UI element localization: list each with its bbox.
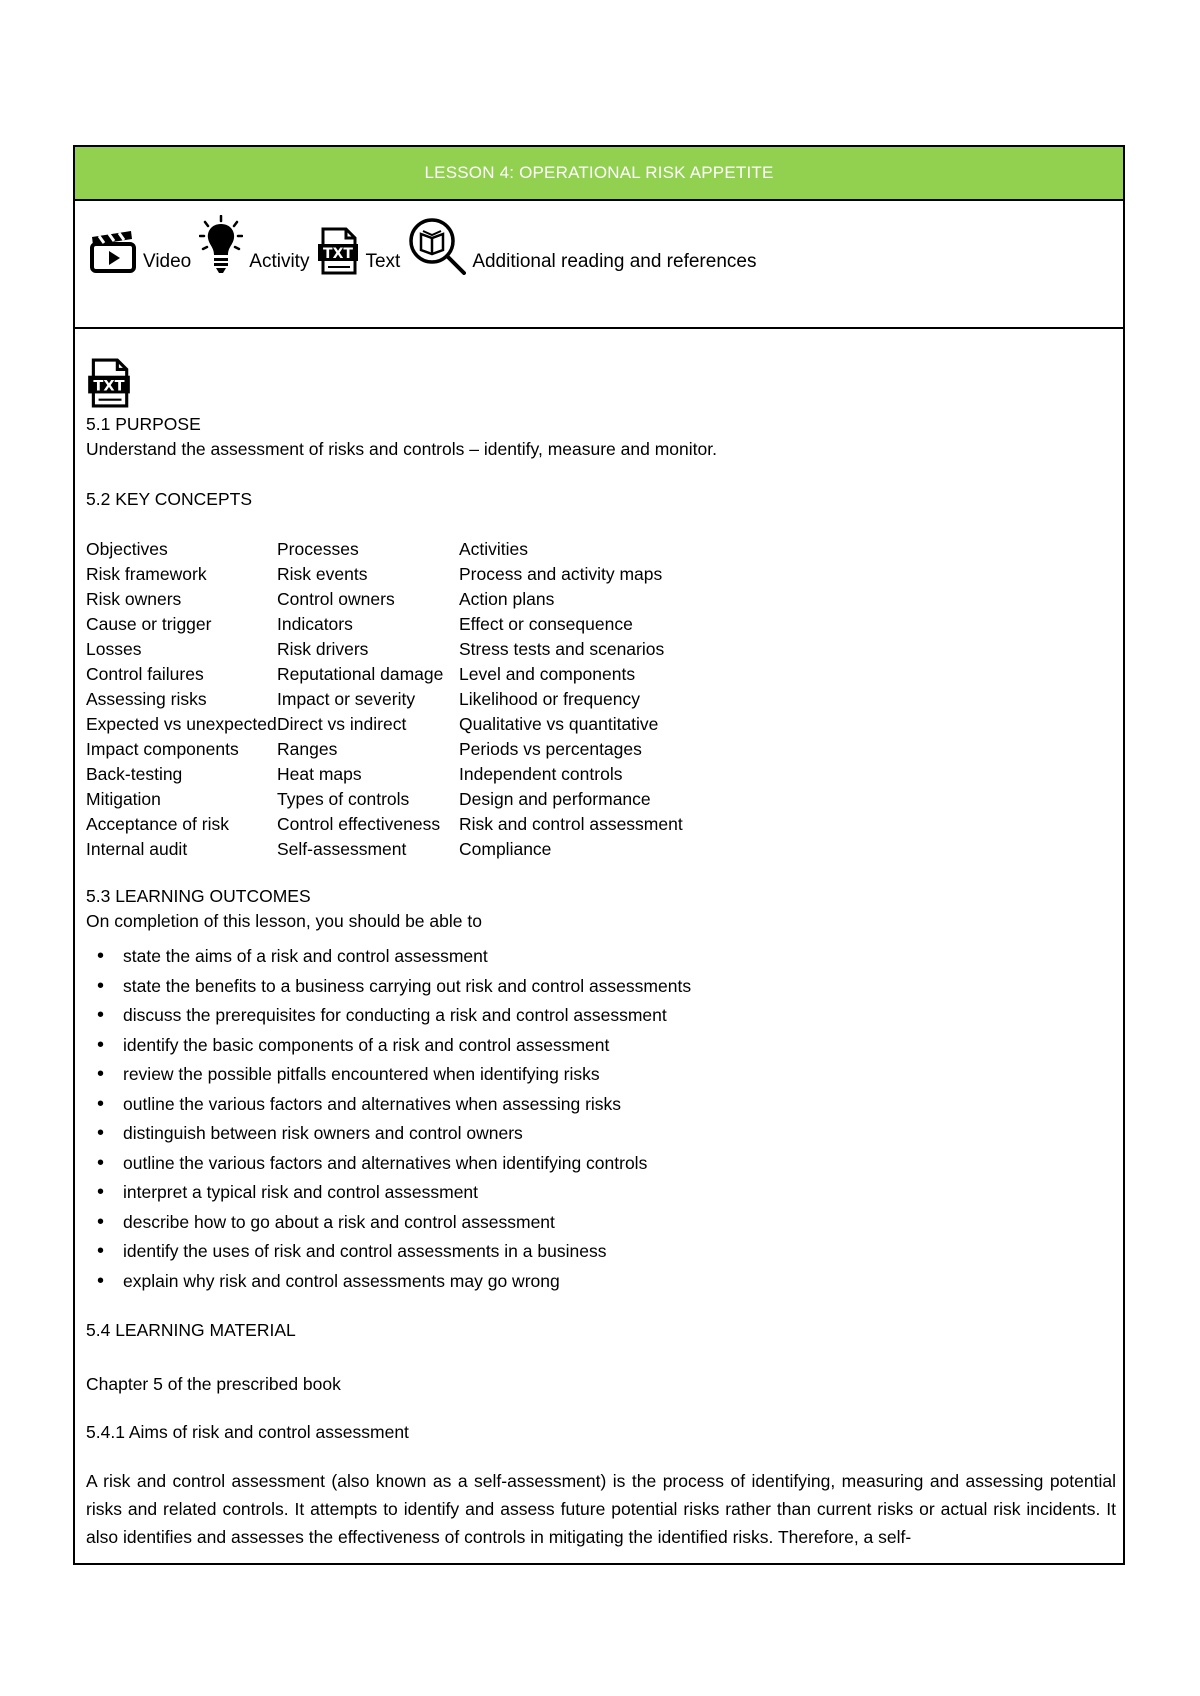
concept-item: Indicators [277,614,353,634]
concept-item: Action plans [459,589,555,609]
concept-item: Control effectiveness [277,814,441,834]
concept-item: Risk and control assessment [459,814,683,834]
concept-item: Losses [86,639,142,659]
txt-document-icon [86,358,132,408]
concept-item: Likelihood or frequency [459,689,640,709]
svg-text:TXT: TXT [93,377,125,395]
concept-item: Impact or severity [277,689,416,709]
lesson-title: LESSON 4: OPERATIONAL RISK APPETITE [424,163,774,182]
list-item: • state the aims of a risk and control assessment [123,942,1116,972]
list-item: • identify the basic components of a risk and control assessment [123,1031,1116,1061]
concept-item: Stress tests and scenarios [459,639,665,659]
concept-item: Compliance [459,839,552,859]
concept-item: Types of controls [277,789,410,809]
concept-item: Qualitative vs quantitative [459,714,659,734]
list-item: • discuss the prerequisites for conducting a risk and control assessment [123,1001,1116,1031]
concept-item: Activities [459,539,529,559]
purpose-text: Understand the assessment of risks and controls – identify, measure and monitor. [86,439,717,459]
concept-item: Risk drivers [277,639,369,659]
concept-item: Process and activity maps [459,564,663,584]
concept-item: Control owners [277,589,395,609]
concept-item: Effect or consequence [459,614,633,634]
concept-item: Ranges [277,739,338,759]
concept-item: Risk events [277,564,368,584]
legend-text [317,227,400,275]
legend-activity [199,215,309,275]
concept-item: Risk framework [86,564,207,584]
video-clapperboard-icon [89,227,137,275]
lightbulb-icon [199,215,243,275]
icon-legend [75,201,1123,329]
list-item: • identify the uses of risk and control assessments in a business [123,1237,1116,1267]
legend-label: Text [365,251,401,272]
list-item: • state the benefits to a business carrying out risk and control assessments [123,972,1116,1002]
list-item: • outline the various factors and alternatives when identifying controls [123,1149,1116,1179]
list-item: • interpret a typical risk and control assessment [123,1178,1116,1208]
concept-item: Independent controls [459,764,623,784]
concept-item: Processes [277,539,359,559]
material-heading: 5.4 LEARNING MATERIAL [86,1320,296,1340]
legend-label: Additional reading and references [472,251,757,272]
concept-item: Expected vs unexpected [86,714,277,734]
concept-item: Mitigation [86,789,161,809]
concept-item: Level and components [459,664,636,684]
concept-item: Reputational damage [277,664,444,684]
concept-item: Risk owners [86,589,182,609]
list-item: • outline the various factors and alternatives when assessing risks [123,1090,1116,1120]
outcomes-intro: On completion of this lesson, you should be able to [86,911,482,931]
book-magnifier-icon [408,217,466,275]
legend-label: Activity [249,251,310,272]
concept-item: Direct vs indirect [277,714,407,734]
material-book: Chapter 5 of the prescribed book [86,1374,341,1394]
concept-item: Impact components [86,739,239,759]
concept-item: Objectives [86,539,168,559]
svg-text:TXT: TXT [323,246,354,262]
list-item: • explain why risk and control assessments may go wrong [123,1267,1116,1297]
concept-item: Assessing risks [86,689,207,709]
concept-item: Control failures [86,664,204,684]
list-item: • distinguish between risk owners and control owners [123,1119,1116,1149]
list-item: • describe how to go about a risk and control assessment [123,1208,1116,1238]
legend-video [89,227,191,275]
concept-item: Heat maps [277,764,362,784]
key-concepts-grid [86,537,1116,862]
concept-item: Back-testing [86,764,183,784]
outcomes-heading: 5.3 LEARNING OUTCOMES [86,886,311,906]
concept-item: Acceptance of risk [86,814,229,834]
legend-label: Video [143,251,192,272]
material-paragraph: A risk and control assessment (also known as a self-assessment) is the process of identifying, measuring and assessing potential risks and related controls. It attempts to identify and assess future potential risks rather than current risks or actual risk incidents. It also identifies and assesses the effectiveness of controls in mitigating the identified risks. Therefore, a self- [86,1471,1116,1547]
concept-item: Design and performance [459,789,651,809]
concept-item: Cause or trigger [86,614,212,634]
purpose-heading: 5.1 PURPOSE [86,414,201,434]
concept-item: Self-assessment [277,839,407,859]
list-item: • review the possible pitfalls encountered when identifying risks [123,1060,1116,1090]
material-subheading: 5.4.1 Aims of risk and control assessment [86,1422,409,1442]
txt-document-icon [317,227,359,275]
key-concepts-heading: 5.2 KEY CONCEPTS [86,489,252,509]
outcomes-list [86,942,1116,1296]
concept-item: Internal audit [86,839,188,859]
concept-item: Periods vs percentages [459,739,642,759]
lesson-banner [75,147,1123,201]
lesson-content [86,358,1116,1551]
legend-reading [408,217,756,275]
